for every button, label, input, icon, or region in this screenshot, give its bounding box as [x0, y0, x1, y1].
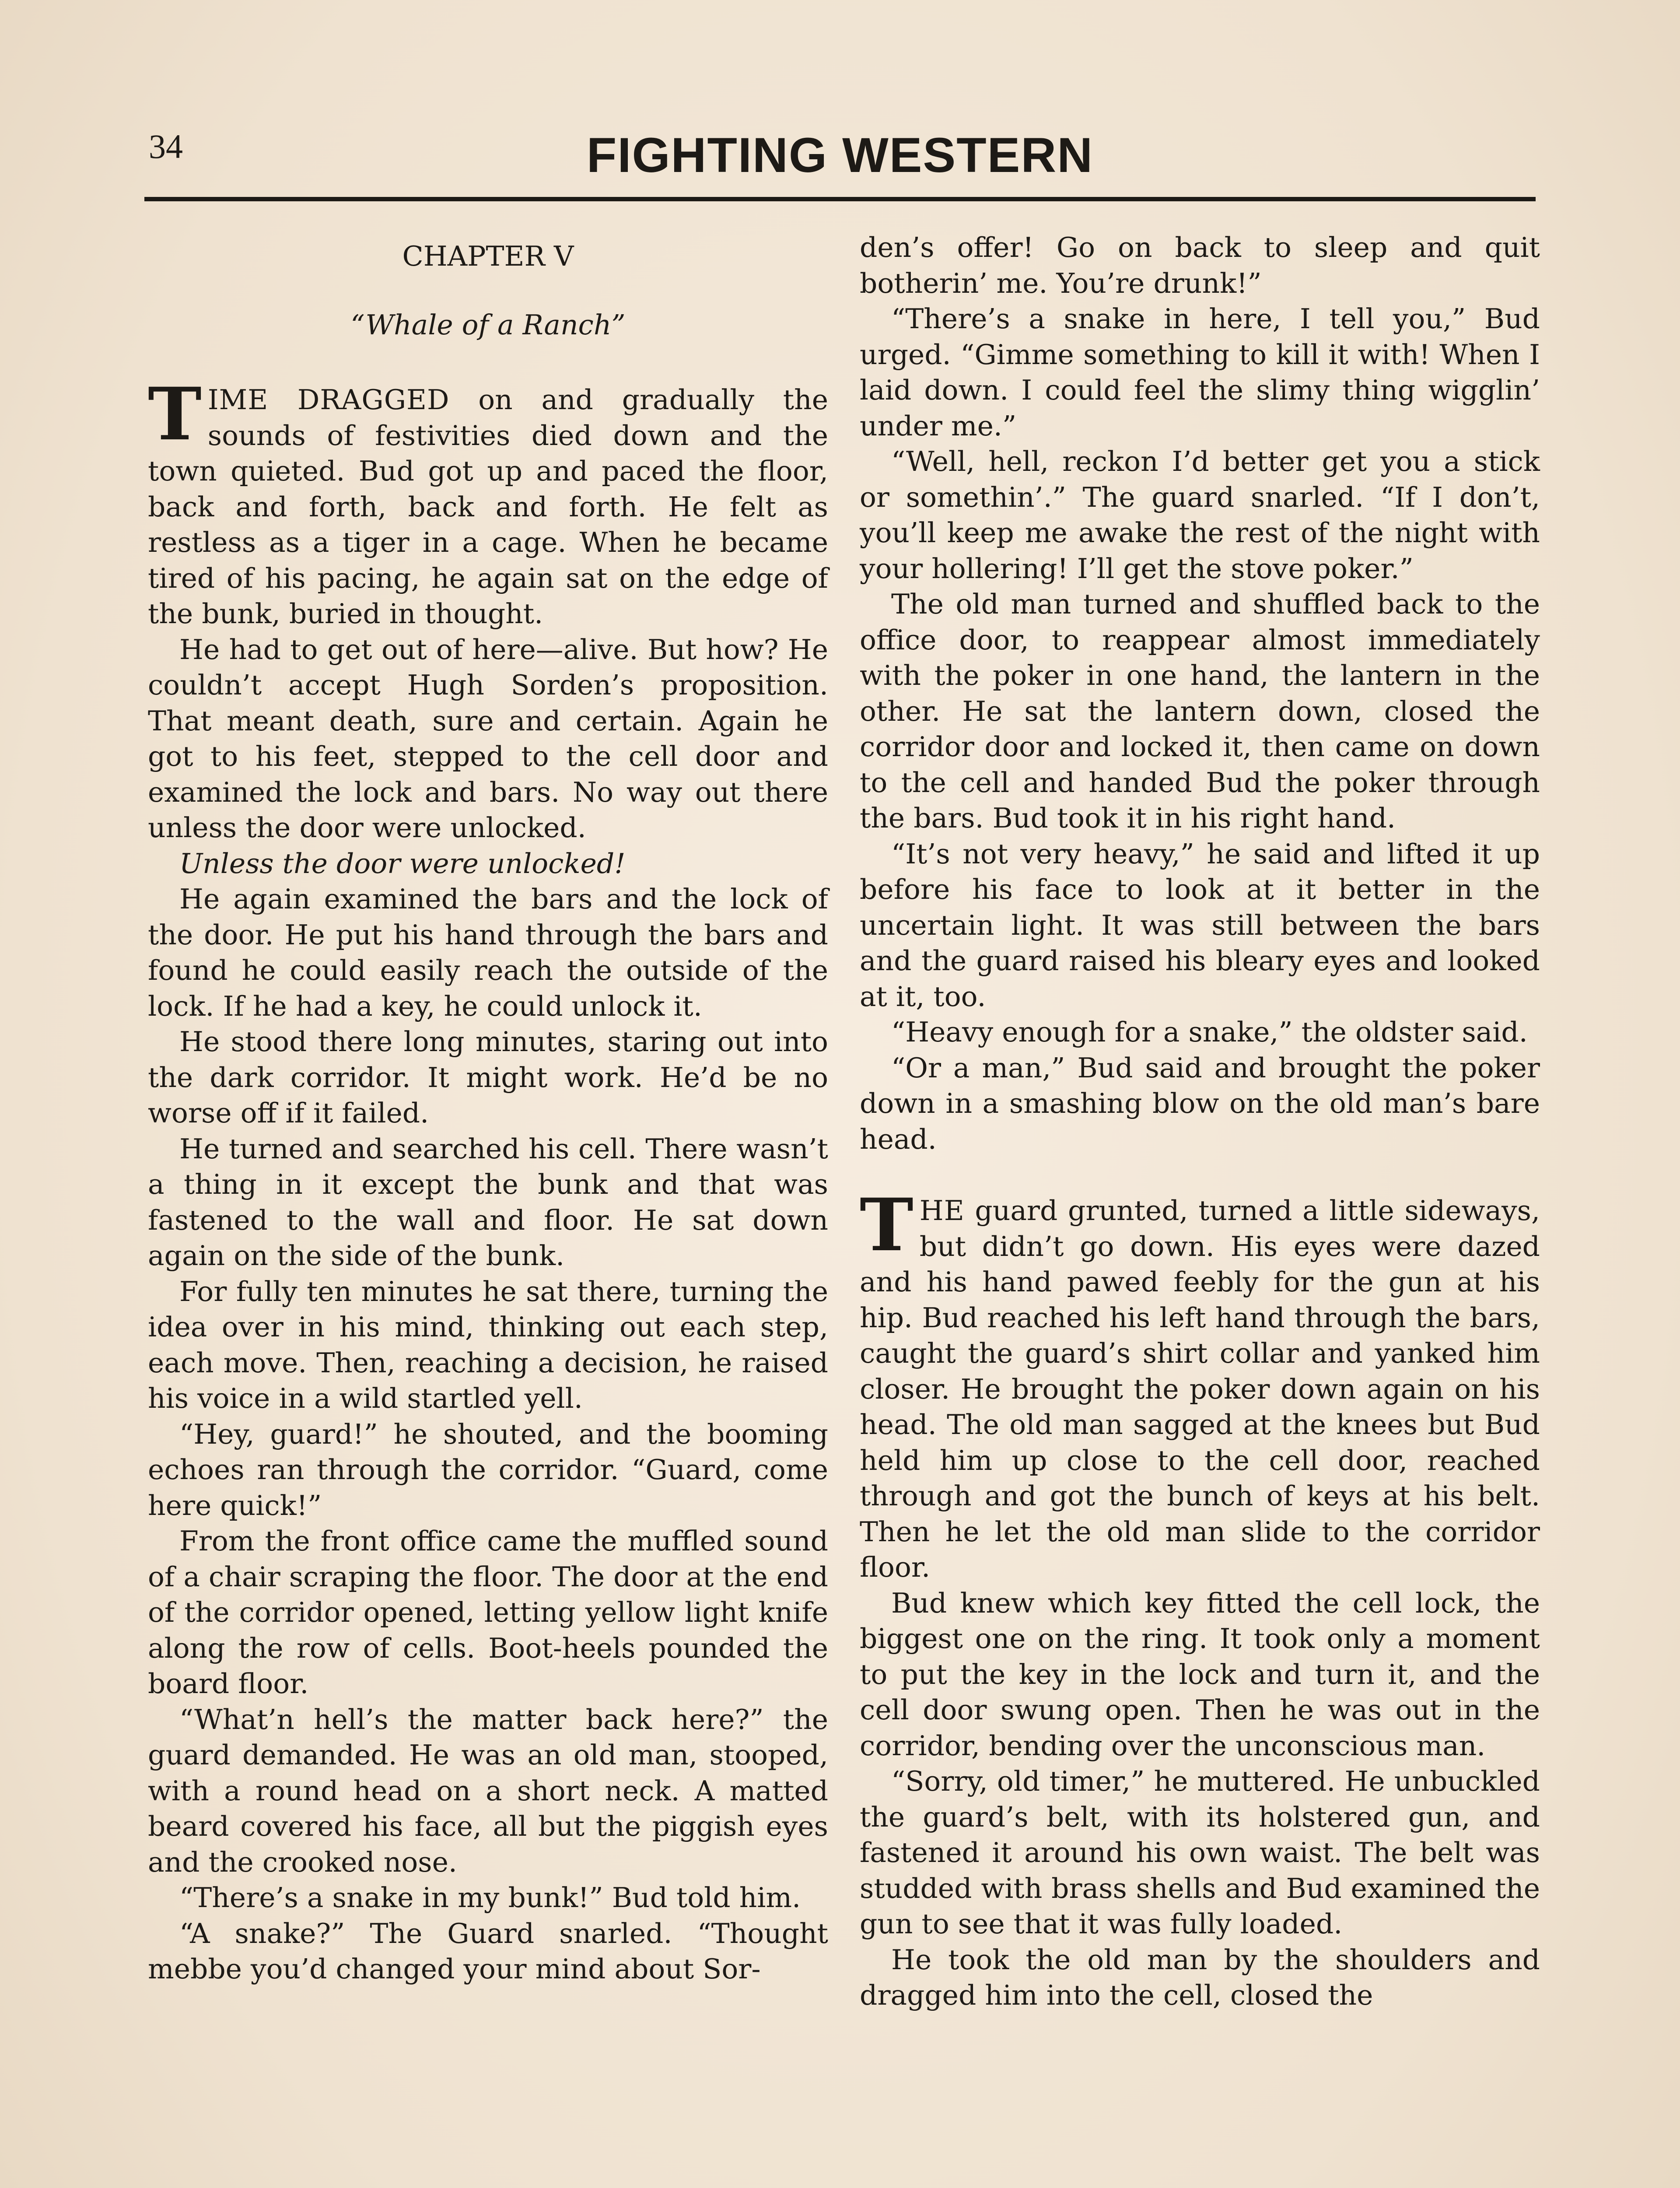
right-column	[860, 230, 1540, 2013]
page-number: 34	[149, 127, 183, 165]
paragraph: He again examined the bars and the lock of the door. He put his hand through the bars and found he could easily reach the outside of the lock. If he had a key, he could unlock it.	[148, 883, 828, 1022]
paragraph: Bud knew which key fitted the cell lock, the biggest one on the ring. It took only a moment to put the key in the lock and turn it, and the cell door swung open. Then he was out in the corridor, bending over the unconscious man.	[860, 1587, 1540, 1762]
chapter-number: CHAPTER V	[402, 240, 574, 272]
paragraph: “It’s not very heavy,” he said and lifted it up before his face to look at it better in the uncertain light. It was still between the bars and the guard raised his bleary eyes and looked at it, too.	[860, 838, 1540, 1013]
drop-cap: T	[148, 372, 202, 456]
opening-paragraph	[148, 372, 828, 632]
opening-smallcaps: IME DRAGGED	[207, 384, 450, 416]
section-break	[860, 1157, 1540, 1193]
paragraph: “There’s a snake in here, I tell you,” Bud urged. “Gimme something to kill it with! When I laid down. I could feel the slimy thing wigglin’ under me.”	[860, 303, 1540, 442]
paragraph: “What’n hell’s the matter back here?” the guard demanded. He was an old man, stooped, with a round head on a short neck. A matted beard covered his face, all but the piggish eyes and the crooked nose.	[148, 1703, 828, 1878]
paragraph: “Or a man,” Bud said and brought the poker down in a smashing blow on the old man’s bare head.	[860, 1052, 1540, 1155]
paragraph: “Heavy enough for a snake,” the oldster said.	[891, 1016, 1528, 1048]
opening-text: on and gradually the sounds of festivities died down and the town quieted. Bud got up and paced the floor, back and forth, back and forth. He felt as restless as a tiger in a cage. When he became tired of his pacing, he again sat on the edge of the bunk, buried in thought.	[148, 384, 828, 630]
paragraph: He turned and searched his cell. There wasn’t a thing in it except the bunk and that was fastened to the wall and floor. He sat down again on the side of the bunk.	[148, 1133, 828, 1272]
paragraph: “Sorry, old timer,” he muttered. He unbuckled the guard’s belt, with its holstered gun, and fastened it around his own waist. The belt was studded with brass shells and Bud examined the gun to see that it was fully loaded.	[860, 1765, 1540, 1940]
italic-line: Unless the door were unlocked!	[179, 847, 626, 880]
paragraph: The old man turned and shuffled back to the office door, to reappear almost immediately with the poker in one hand, the lantern in the other. He sat the lantern down, closed the corridor door and locked it, then came on down to the cell and handed Bud the poker through the bars. Bud took it in his right hand.	[860, 588, 1540, 834]
paragraph: He had to get out of here—alive. But how? He couldn’t accept Hugh Sorden’s proposition. That meant death, sure and certain. Again he got to his feet, stepped to the cell door and examined the lock and bars. No way out there unless the door were unlocked.	[148, 633, 828, 844]
left-column	[148, 230, 828, 1987]
running-head-title: FIGHTING WESTERN	[586, 128, 1094, 182]
paragraph: From the front office came the muffled sound of a chair scraping the floor. The door at the end of the corridor opened, letting yellow light knife along the row of cells. Boot-heels pounded the board floor.	[148, 1525, 828, 1700]
paragraph: “A snake?” The Guard snarled. “Thought mebbe you’d changed your mind about Sor-	[148, 1917, 828, 1985]
section-smallcaps: HE	[919, 1195, 965, 1227]
section-opening-text: guard grunted, turned a little sideways, but didn’t go down. His eyes were dazed and his hand pawed feebly for the gun at his hip. Bud reached his left hand through the bars, caught the guard’s shirt collar and yanked him closer. He brought the poker down again on his head. The old man sagged at the knees but Bud held him up close to the cell door, reached through and got the bunch of keys at his belt. Then he let the old man slide to the corridor floor.	[860, 1195, 1540, 1583]
drop-cap: T	[860, 1182, 914, 1267]
paragraph: “Hey, guard!” he shouted, and the booming echoes ran through the corridor. “Guard, come here quick!”	[148, 1418, 828, 1522]
chapter-title: “Whale of a Ranch”	[350, 309, 626, 341]
section-opening-paragraph	[860, 1182, 1540, 1585]
paragraph: For fully ten minutes he sat there, turning the idea over in his mind, thinking out each step, each move. Then, reaching a decision, he raised his voice in a wild startled yell.	[148, 1275, 828, 1414]
paragraph: He took the old man by the shoulders and dragged him into the cell, closed the	[860, 1943, 1540, 2011]
header-rule	[144, 197, 1536, 201]
paragraph: “There’s a snake in my bunk!” Bud told him.	[179, 1882, 801, 1914]
paragraph: He stood there long minutes, staring out into the dark corridor. It might work. He’d be no worse off if it failed.	[148, 1026, 828, 1129]
continued-paragraph: den’s offer! Go on back to sleep and quit botherin’ me. You’re drunk!”	[860, 231, 1540, 299]
paragraph: “Well, hell, reckon I’d better get you a stick or somethin’.” The guard snarled. “If I don’t, you’ll keep me awake the rest of the night with your hollering! I’ll get the stove poker.”	[860, 445, 1540, 585]
